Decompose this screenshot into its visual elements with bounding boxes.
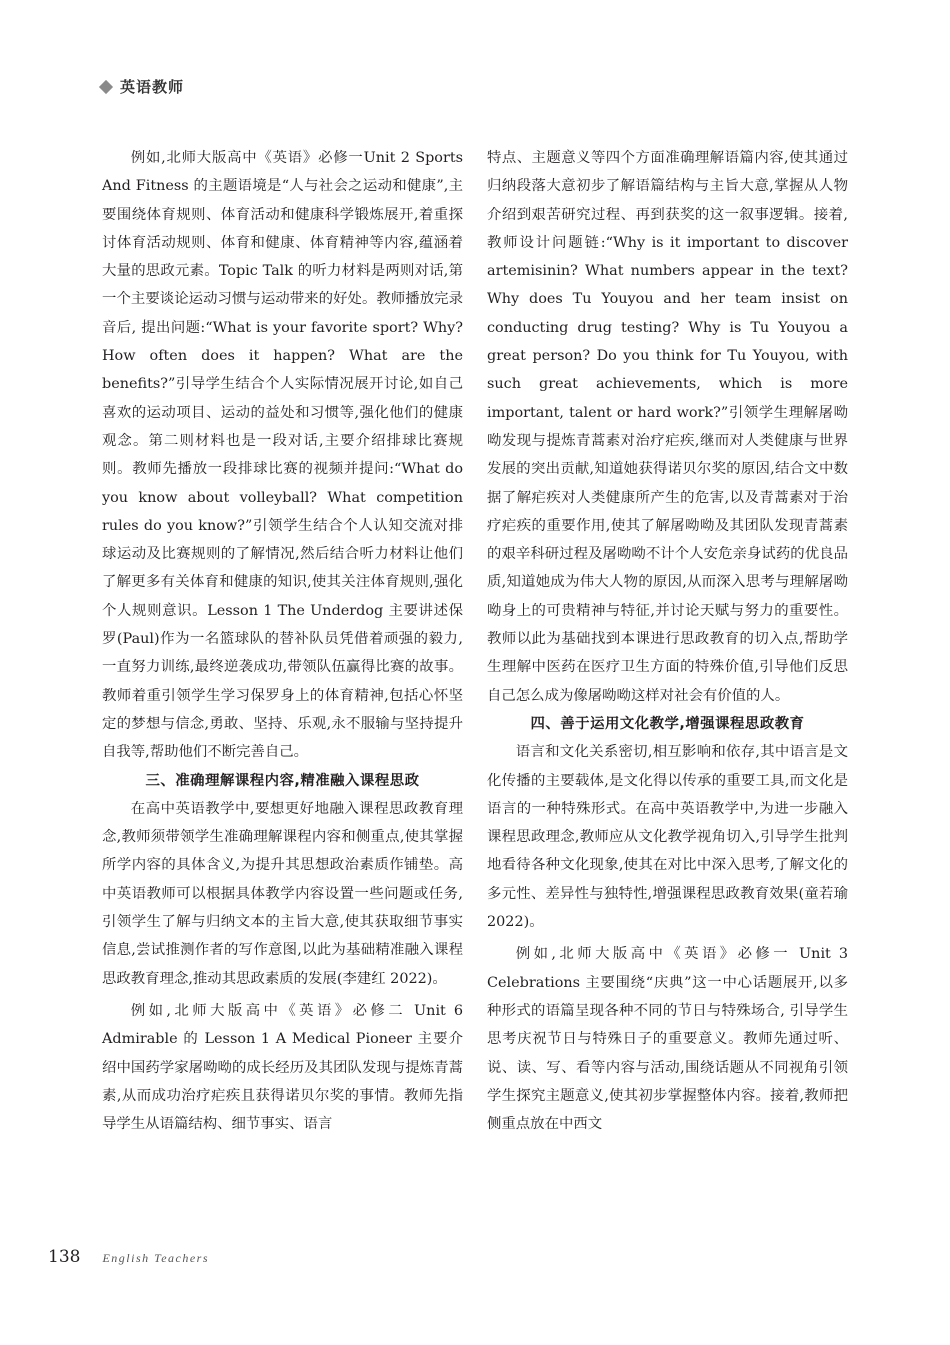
page-number: 138 xyxy=(48,1247,81,1267)
journal-title-english: English Teachers xyxy=(102,1251,210,1265)
section-heading-3: 三、准确理解课程内容,精准融入课程思政 xyxy=(145,772,420,789)
running-header xyxy=(101,76,184,97)
paragraph-medical-pioneer-example: 例如,北师大版高中《英语》必修二 Unit 6 Admirable 的 Lesson 1 A Medical Pioneer 主要介绍中国药学家屠呦呦的成长经历及其团队发现与提炼青蒿素,从而成功治疗疟疾且获得诺贝尔奖的事情。教师先指导学生从语篇结构、细节事实、语言 xyxy=(102,1002,463,1133)
paragraph-medical-pioneer-continued: 特点、主题意义等四个方面准确理解语篇内容,使其通过归纳段落大意初步了解语篇结构与主旨大意,掌握从人物介绍到艰苦研究过程、再到获奖的这一叙事逻辑。接着,教师设计问题链:“Why is it important to discover artemisinin? What numbers appear in the text? Why does Tu Youyou and her team insist on conducting drug testing? Why is Tu Youyou a great person? Do you think for Tu Youyou, with such great achievements, which is more important, talent or hard work?”引领学生理解屠呦呦发现与提炼青蒿素对治疗疟疾,继而对人类健康与世界发展的突出贡献,知道她获得诺贝尔奖的原因,结合文中数据了解疟疾对人类健康所产生的危害,以及青蒿素对于治疗疟疾的重要作用,使其了解屠呦呦及其团队发现青蒿素的艰辛科研过程及屠呦呦不计个人安危亲身试药的优良品质,知道她成为伟大人物的原因,从而深入思考与理解屠呦呦身上的可贵精神与特征,并讨论天赋与努力的重要性。教师以此为基础找到本课进行思政教育的切入点,帮助学生理解中医药在医疗卫生方面的特殊价值,引导他们反思自己怎么成为像屠呦呦这样对社会有价值的人。 xyxy=(487,150,848,704)
page-footer xyxy=(48,1247,209,1267)
left-column xyxy=(102,144,463,1138)
diamond-bullet-icon xyxy=(99,79,113,93)
paragraph-section-4-intro: 语言和文化关系密切,相互影响和依存,其中语言是文化传播的主要载体,是文化得以传承的重要工具,而文化是语言的一种特殊形式。在高中英语教学中,为进一步融入课程思政理念,教师应从文化教学视角切入,引导学生批判地看待各种文化现象,使其在对比中深入思考,了解文化的多元性、差异性与独特性,增强课程思政教育效果(童若瑜 2022)。 xyxy=(487,744,848,931)
paragraph-sports-example: 例如,北师大版高中《英语》必修一Unit 2 Sports And Fitness 的主题语境是“人与社会之运动和健康”,主要围绕体育规则、体育活动和健康科学锻炼展开,着重探讨体育活动规则、体育和健康、体育精神等内容,蕴涵着大量的思政元素。Topic Talk 的听力材料是两则对话,第一个主要谈论运动习惯与运动带来的好处。教师播放完录音后, 提出问题:“What is your favorite sport? Why? How often does it happen? What are the benefits?”引导学生结合个人实际情况展开讨论,如自己喜欢的运动项目、运动的益处和习惯等,强化他们的健康观念。第二则材料也是一段对话,主要介绍排球比赛规则。教师先播放一段排球比赛的视频并提问:“What do you know about volleyball? What competition rules do you know?”引领学生结合个人认知交流对排球运动及比赛规则的了解情况,然后结合听力材料让他们了解更多有关体育和健康的知识,使其关注体育规则,强化个人规则意识。Lesson 1 The Underdog 主要讲述保罗(Paul)作为一名篮球队的替补队员凭借着顽强的毅力,一直努力训练,最终逆袭成功,带领队伍赢得比赛的故事。教师着重引领学生学习保罗身上的体育精神,包括心怀坚定的梦想与信念,勇敢、坚持、乐观,永不服输与坚持提升自我等,帮助他们不断完善自己。 xyxy=(102,150,463,761)
journal-title: 英语教师 xyxy=(120,78,185,96)
section-heading-4: 四、善于运用文化教学,增强课程思政教育 xyxy=(530,715,805,732)
right-column xyxy=(487,144,848,1138)
paragraph-section-3-intro: 在高中英语教学中,要想更好地融入课程思政教育理念,教师须带领学生准确理解课程内容和侧重点,使其掌握所学内容的具体含义,为提升其思想政治素质作铺垫。高中英语教师可以根据具体教学内容设置一些问题或任务,引领学生了解与归纳文本的主旨大意,使其获取细节事实信息,尝试推测作者的写作意图,以此为基础精准融入课程思政教育理念,推动其思政素质的发展(李建红 2022)。 xyxy=(102,800,463,987)
paragraph-celebrations-example: 例如,北师大版高中《英语》必修一 Unit 3 Celebrations 主要围绕“庆典”这一中心话题展开,以多种形式的语篇呈现各种不同的节日与特殊场合, 引导学生思考庆祝节日与特殊日子的重要意义。教师先通过听、说、读、写、看等内容与活动,围绕话题从不同视角引领学生探究主题意义,使其初步掌握整体内容。接着,教师把侧重点放在中西文 xyxy=(487,946,848,1133)
